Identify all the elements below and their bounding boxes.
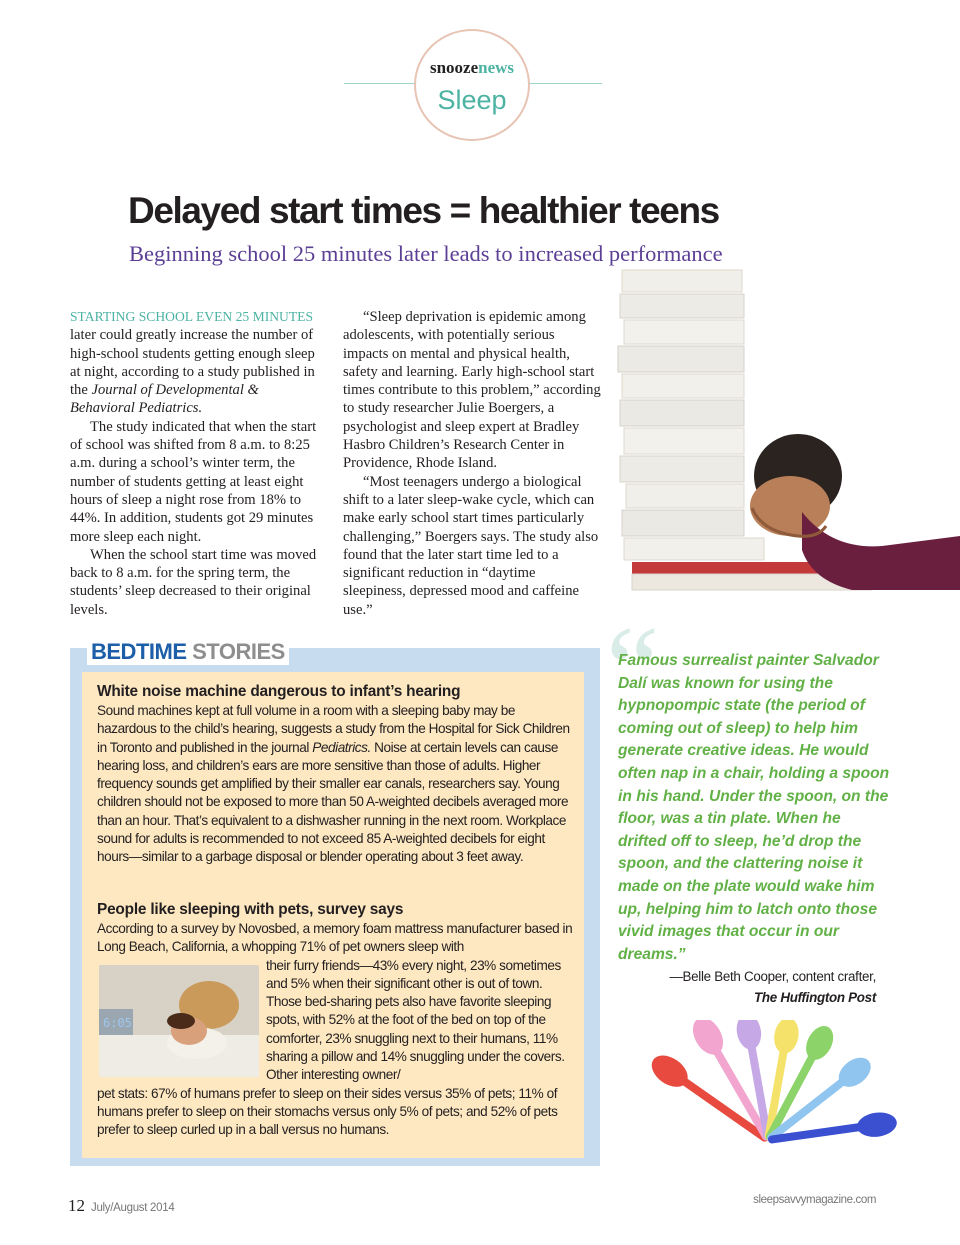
- attribution-author: —Belle Beth Cooper, content crafter,: [669, 969, 876, 984]
- sidebar-heading: White noise machine dangerous to infant’s hearing: [97, 683, 461, 700]
- sidebar-heading: People like sleeping with pets, survey says: [97, 901, 404, 918]
- article-paragraph: [70, 308, 326, 418]
- section-label: Sleep: [437, 85, 507, 115]
- deck: Beginning school 25 minutes later leads to increased performance: [129, 241, 723, 266]
- attribution-publication: The Huffington Post: [754, 990, 876, 1005]
- clock-display: 6:05: [103, 1016, 132, 1030]
- article-paragraph: “Sleep deprivation is epidemic among adolescents, with potentially serious impacts on mental and physical health, safety and learning. Early high-school start times contribute to this problem,” according to study researcher Julie Boergers, a psychologist and sleep expert at Bradley Hasbro Children’s Research Center in Providence, Rhode Island.: [343, 309, 601, 472]
- journal-name: Pediatrics.: [312, 739, 371, 755]
- quote-mark-icon: “: [606, 601, 660, 734]
- colorful-spoons-image: [618, 1020, 908, 1180]
- quote-attribution: [618, 966, 876, 1008]
- article-p1-text: later could greatly increase the number of high-school students getting enough sleep at night, according to a study published in the: [70, 327, 315, 399]
- brand-bold: snooze: [429, 58, 479, 77]
- page-folio: [68, 1196, 174, 1216]
- website-url: sleepsavvymagazine.com: [753, 1194, 876, 1206]
- brand-accent: news: [478, 58, 515, 77]
- issue-date: July/August 2014: [91, 1202, 175, 1214]
- spoon-fan: [646, 1020, 899, 1152]
- article-column-2: [343, 308, 601, 619]
- pull-quote: Famous surrealist painter Salvador Dalí was known for using the hypnopompic state (the period of coming out of sleep) to help him generate creative ideas. He would often nap in a chair, holding a spoon in his hand. Under the spoon, on the floor, was a tin plate. When he drifted off to sleep, he’d drop the spoon, and the clattering noise it made on the plate would wake him up, helping him to latch onto those vivid images that occur in our dreams.”: [618, 652, 890, 963]
- sidebar-body-wrap: their furry friends—43% every night, 23% sometimes and 5% when their significant other is out of town. Those bed-sharing pets also have favorite sleeping spots, with 52% at the foot of the bed on top of the comforter, 23% snuggling next to their humans, 11% sharing a pillow and 14% snuggling under the covers. Other interesting owner/: [266, 957, 565, 1083]
- sidebar-title-b: STORIES: [192, 639, 285, 664]
- article-lead-in: STARTING SCHOOL EVEN 25 MINUTES: [70, 309, 314, 324]
- sidebar-title: [87, 639, 289, 665]
- page-number: 12: [68, 1196, 85, 1215]
- headline: Delayed start times = healthier teens: [128, 190, 719, 231]
- sidebar-body-part: Noise at certain levels can cause hearing loss, and children’s ears are more sensitive than those of adults. Higher frequency sounds get amplified by their smaller ear canals, researchers say. Young children should not be exposed to more than 50 A-weighted decibels averaged more than an hour. That’s equivalent to a dishwasher running in the next room. Workplace sound for adults is recommended to not exceed 85 A-weighted decibels for eight hours—similar to a garbage disposal or blender operating about 3 feet away.: [97, 739, 569, 865]
- sleeping-with-dog-photo: [99, 965, 259, 1077]
- sidebar-body-part: Sound machines kept at full volume in a room with a sleeping baby may be hazardous to the child’s hearing, suggests a study from the Hospital for Sick Children in Toronto and published in the journal: [97, 703, 570, 755]
- sidebar-article-white-noise: [97, 682, 575, 867]
- sidebar-body: [97, 702, 575, 867]
- books-sleeping-teen-illustration: [602, 250, 960, 620]
- article-paragraph: When the school start time was moved back to 8 a.m. for the spring term, the students’ sleep decreased to their original levels.: [70, 546, 317, 618]
- article-paragraph: “Most teenagers undergo a biological shift to a later sleep-wake cycle, which can make early school start times particularly challenging,” Boergers says. The study also found that the later start time led to a significant reduction in “daytime sleepiness, depressed mood and caffeine use.”: [343, 473, 599, 618]
- article-paragraph: The study indicated that when the start of school was shifted from 8 a.m. to 8:25 a.m. during a school’s winter term, the number of students getting at least eight hours of sleep a night rose from 18% to 44%. In addition, students got 29 minutes more sleep each night.: [70, 418, 317, 545]
- sidebar-body-tail: pet stats: 67% of humans prefer to sleep on their sides versus 35% of pets; 11% of humans prefer to sleep on their stomachs versus only 5% of pets; and 52% of pets prefer to sleep curled up in a ball versus no humans.: [97, 1085, 558, 1138]
- brand-logo: [414, 58, 530, 78]
- sidebar-body-intro: According to a survey by Novosbed, a memory foam mattress manufacturer based in Long Beach, California, a whopping 71% of pet owners sleep with: [97, 921, 573, 955]
- journal-name: Journal of Developmental & Behavioral Pediatrics.: [70, 382, 259, 417]
- sidebar-title-a: BEDTIME: [91, 639, 187, 664]
- article-column-1: [70, 308, 326, 619]
